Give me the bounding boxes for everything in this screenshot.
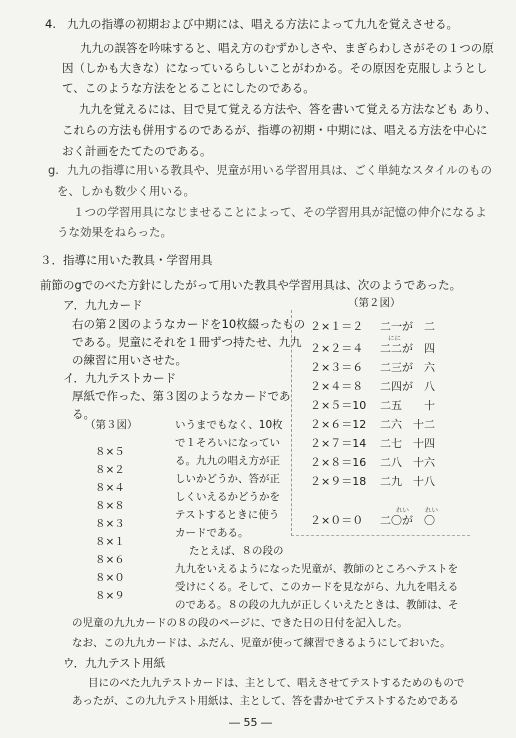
paragraph-line: る。 (72, 407, 95, 421)
table-row (310, 399, 435, 412)
paragraph-line: しいかどうか、答が正 (175, 473, 280, 485)
paragraph-line: 目にのべた九九テストカードは、主として、唱えさせてテストするためのもので (88, 677, 465, 689)
subsection-label: ウ．九九テスト用紙 (63, 656, 166, 670)
equation: ２×７＝14 (310, 437, 367, 450)
section-heading: ３．指導に用いた教具・学習用具 (40, 253, 213, 267)
test-card: ８×２ (95, 464, 125, 476)
equation: ２×９＝18 (310, 475, 367, 488)
equation: ２×２＝４ (310, 342, 364, 355)
equation: ２×１＝２ (310, 320, 364, 333)
paragraph-line: 右の第２図のようなカードを10枚綴ったもの (72, 317, 306, 331)
reading: 二五 十 (380, 399, 435, 412)
reading: 二〇が 〇 (380, 514, 435, 527)
test-card: ８×１ (95, 536, 125, 548)
subsection-label: ア．九九カード (63, 298, 143, 312)
paragraph-line: テストするときに使う (175, 509, 280, 521)
paragraph-line: 九九を覚えるには、目で見て覚える方法や、答を書いて覚える方法なども あり、 (79, 102, 497, 116)
paragraph-line: 九九の指導に用いる教具や、児童が用いる学習用具は、ごく単純なスタイルのもの (67, 163, 493, 177)
reading: 二一が 二 (380, 320, 435, 333)
test-card: ８×６ (95, 554, 125, 566)
paragraph-line: おく計画をたてたのである。 (62, 144, 212, 158)
paragraph-line: 九九をいえるようになった児童が、教師のところへテストを (175, 563, 459, 575)
ruby-annotation: れい (425, 506, 438, 514)
table-row (310, 418, 435, 431)
reading: 二三が 六 (380, 361, 435, 374)
paragraph-line: 九九の指導の初期および中期には、唱える方法によって九九を覚えさせる。 (67, 17, 458, 31)
section-number: g. (48, 163, 59, 177)
table-row (310, 475, 435, 488)
test-card: ８×０ (95, 572, 125, 584)
paragraph-line: の児童の九九カードの８の段のページに、できた日の日付を記入した。 (72, 617, 408, 629)
table-row (310, 437, 435, 450)
paragraph-line: 因（しかも大きな）になっているらしいことがわかる。その原因を克服しようとし (62, 61, 488, 75)
paragraph-line: あったが、この九九テスト用紙は、主として、答を書かせてテストするためである (72, 695, 460, 707)
test-card: ８×４ (95, 482, 125, 494)
table-row (310, 514, 435, 527)
table-row (310, 342, 435, 355)
paragraph-line: なお、この九九カードは、ふだん、児童が使って練習できるようにしておいた。 (72, 637, 451, 649)
table-row (310, 380, 435, 393)
paragraph-line: これらの方法も併用するのであるが、指導の初期・中期には、唱える方法を中心に (62, 123, 488, 137)
test-card: ８×９ (95, 590, 125, 602)
paragraph-line: 九九の誤答を吟味すると、唱え方のむずかしさや、まぎらわしさがその１つの原 (80, 41, 494, 55)
paragraph-line: しくいえるかどうかを (175, 491, 280, 503)
page-number: ― 55 ― (229, 716, 272, 729)
reading: 二八 十六 (380, 456, 435, 469)
paragraph-line: のである。８の段の九九が正しくいえたときは、教師は、そ (175, 599, 459, 611)
paragraph-line: を、しかも数少く用いる。 (57, 184, 195, 198)
reading: 二七 十四 (380, 437, 435, 450)
equation: ２×６＝12 (310, 418, 367, 431)
reading: 二六 十二 (380, 418, 435, 431)
reading: 二四が 八 (380, 380, 435, 393)
reading: 二二が 四 (380, 342, 435, 355)
table-row (310, 320, 435, 333)
equation: ２×４＝８ (310, 380, 364, 393)
paragraph-line: カードである。 (175, 527, 249, 539)
paragraph-line: る。九九の唱え方が正 (175, 455, 280, 467)
paragraph-line: で１そろいになってい (175, 437, 280, 449)
subsection-label: イ．九九テストカード (63, 371, 177, 385)
reading: 二九 十八 (380, 475, 435, 488)
table-row (310, 361, 435, 374)
paragraph-line: の練習に用いさせた。 (72, 353, 187, 367)
paragraph-line: １つの学習用具になじませることによって、その学習用具が記憶の伸介になるよ (73, 205, 487, 219)
test-card: ８×５ (95, 446, 125, 458)
paragraph-line: うな効果をねらった。 (57, 225, 172, 239)
ruby-annotation: れい (396, 506, 409, 514)
paragraph-line: て、このような方法をとることにしたのである。 (62, 81, 315, 95)
paragraph-line: である。児童にそれを１冊ずつ持たせ、九九 (72, 335, 302, 349)
paragraph-line: 受けにくる。そして、このカードを見ながら、九九を唱える (175, 581, 459, 593)
test-card: ８×８ (95, 500, 125, 512)
paragraph-line: たとえば、８の段の (189, 545, 284, 557)
equation: ２×３＝６ (310, 361, 364, 374)
paragraph-line: いうまでもなく、10枚 (175, 419, 283, 431)
equation: ２×８＝16 (310, 456, 367, 469)
equation: ２×０＝０ (310, 514, 364, 527)
table-row (310, 456, 435, 469)
test-card: ８×３ (95, 518, 125, 530)
figure-label: （第３図） (85, 419, 138, 431)
paragraph-line: 厚紙で作った、第３図のようなカードであ (72, 389, 291, 403)
ruby-annotation: にに (388, 334, 401, 342)
equation: ２×５＝10 (310, 399, 367, 412)
figure-label: （第２図） (348, 297, 401, 309)
paragraph-line: 前節のgでのべた方針にしたがって用いた教具や学習用具は、次のようであった。 (40, 278, 462, 292)
section-number: 4. (45, 17, 56, 31)
